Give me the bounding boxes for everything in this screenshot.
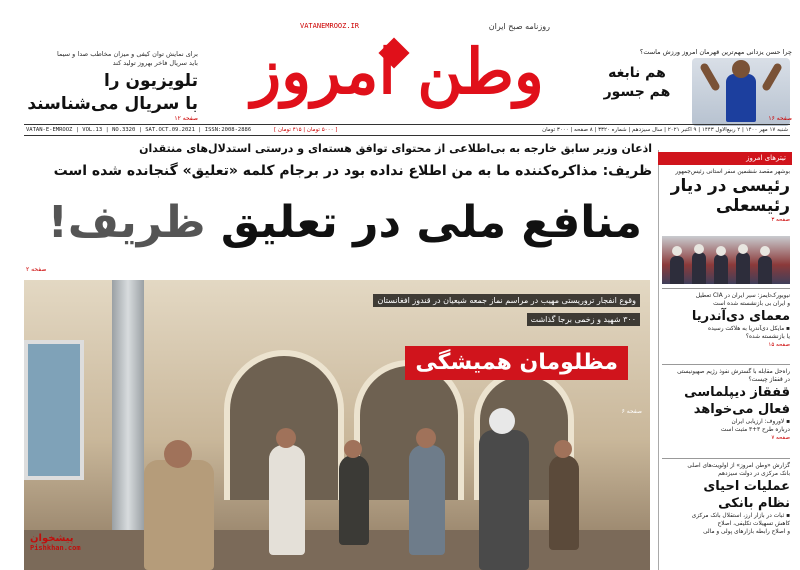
main-headline[interactable]: [22, 188, 642, 258]
sidebar-item-note: در قفقاز چیست؟: [748, 377, 790, 383]
person-head: [416, 428, 436, 448]
logo-text: وطن امروز: [251, 35, 544, 108]
person-head: [554, 440, 572, 458]
sidebar-item-bullet: یا بازنشسته شده؟: [745, 334, 790, 340]
sidebar-item-headline: معمای دی‌آندریا: [691, 309, 790, 324]
logo[interactable]: [205, 22, 590, 122]
sidebar-item-dandrea[interactable]: [662, 292, 790, 349]
person-head: [164, 440, 192, 468]
person-shape: [670, 256, 684, 284]
photo-caption-line: وقوع انفجار تروریستی مهیب در مراسم نماز جمعه شیعیان در قندوز افغانستان: [373, 294, 640, 307]
sidebar-header: تیترهای امروز: [658, 152, 792, 165]
info-bar-english: VATAN-E-EMROOZ | VOL.13 | NO.3320 | SAT.OCT.09.2021 | ISSN:2008-2886: [26, 127, 252, 133]
left-teaser-headline: با سریال می‌شناسند: [27, 94, 198, 114]
person-shape: [409, 445, 445, 555]
main-photo[interactable]: [24, 280, 650, 570]
sidebar-item-page-ref: صفحه ۳: [771, 217, 790, 223]
masthead: [0, 0, 800, 122]
sidebar: [658, 150, 792, 570]
sidebar-item-bullet: و اصلاح رابطه بازارهای پولی و مالی: [703, 529, 790, 535]
person-shape: [339, 455, 369, 545]
arm-shape: [761, 62, 783, 92]
head-shape: [732, 60, 750, 78]
person-head: [276, 428, 296, 448]
site-url: VATANEMROOZ.IR: [300, 22, 360, 30]
sidebar-item-note: نیویورک‌تایمز: سیر ایران در CIA تعطیل: [695, 293, 790, 299]
main-kicker: اذعان وزیر سابق خارجه به بی‌اطلاعی از محتوای توافق هسته‌ای و درستی استدلال‌های منتقدان: [139, 142, 652, 155]
photo-caption: [320, 288, 640, 326]
sidebar-item-note: و ایران بی‌ بازنشسته شده است: [713, 301, 790, 307]
person-head: [738, 244, 748, 254]
sidebar-item-headline: فعال می‌خواهد: [693, 402, 790, 417]
sidebar-item-note: بانک مرکزی در دولت سیزدهم: [718, 471, 790, 477]
right-teaser-headline-line: هم نابغه: [608, 65, 666, 81]
right-teaser-headline-line: هم جسور: [603, 84, 671, 100]
watermark-logo: [30, 533, 81, 552]
sidebar-item-bullet: ▪ لاوروف: ارزیابی ایران: [731, 419, 790, 425]
sidebar-divider: [662, 458, 790, 459]
person-head: [489, 408, 515, 434]
photo-caption-line: ۳۰۰ شهید و زخمی برجا گذاشت: [527, 313, 640, 326]
sidebar-item-bullet: ▪ ثبات در بازار ارز، استقلال بانک مرکزی: [691, 513, 790, 519]
sidebar-item-bullet: کاهش تسهیلات تکلیفی، اصلاح: [717, 521, 790, 527]
window: [24, 340, 84, 480]
person-head: [344, 440, 362, 458]
sidebar-item-bullet: درباره طرح ۳+۳ مثبت است: [720, 427, 790, 433]
sidebar-item-headline: قفقاز دیپلماسی: [684, 385, 790, 400]
sidebar-item-page-ref: صفحه ۱۵: [768, 342, 790, 348]
person-shape: [736, 252, 750, 284]
tagline: روزنامه صبح ایران: [488, 22, 550, 31]
right-teaser-note: چرا حسن یزدانی مهم‌ترین قهرمان امروز ورزش ماست؟: [639, 48, 792, 56]
info-bar-price: [ ۵۰۰۰ تومان | ۴۱۵ تومان ]: [274, 127, 338, 133]
sidebar-item-headline: نظام بانکی: [718, 496, 790, 511]
sidebar-item-headline: رئیسعلی: [715, 196, 790, 216]
left-teaser-note: برای نمایش توان کیفی و میزان مخاطب صدا و سیما: [56, 50, 198, 58]
sidebar-item-raisi[interactable]: [662, 168, 790, 224]
sidebar-item-note: گزارش «وطن امروز» از اولویت‌های اصلی: [687, 463, 790, 469]
person-shape: [758, 256, 772, 284]
sidebar-item-banking[interactable]: [662, 462, 790, 536]
main-headline-text: منافع ملی در تعلیق: [205, 197, 642, 248]
person-head: [760, 246, 770, 256]
main-page-ref: صفحه ۲: [26, 266, 47, 273]
person-shape: [549, 455, 579, 550]
arm-shape: [699, 62, 721, 92]
photo-title: مظلومان همیشگی: [405, 346, 628, 380]
sidebar-item-caucasus[interactable]: [662, 368, 790, 442]
person-shape: [714, 254, 728, 284]
right-teaser-headline: [597, 64, 677, 102]
main-subhead: ظریف: مذاکره‌کننده ما به من اطلاع نداده بود در برجام کلمه «تعلیق» گنجانده شده است: [53, 163, 652, 179]
sidebar-item-bullet: ▪ مایکل دی‌آندریا به هلاکت رسیده: [708, 326, 790, 332]
person-shape: [479, 430, 529, 570]
body-shape: [726, 74, 756, 122]
photo-page-ref: صفحه ۶: [621, 408, 642, 415]
sidebar-divider: [662, 364, 790, 365]
left-teaser-note: باید سریال فاخر بهروز تولید کند: [112, 59, 198, 67]
sidebar-divider: [662, 288, 790, 289]
sidebar-item-headline: رئیسی در دیار: [670, 176, 790, 196]
person-head: [694, 244, 704, 254]
person-shape: [692, 252, 706, 284]
right-teaser[interactable]: [600, 48, 792, 120]
sidebar-item-headline: عملیات احیای: [703, 479, 790, 494]
left-teaser-headline: تلویزیون را: [103, 71, 198, 91]
person-shape: [144, 460, 214, 570]
pillar: [112, 280, 144, 570]
sidebar-photo: [662, 236, 790, 284]
person-head: [672, 246, 682, 256]
person-head: [716, 246, 726, 256]
sidebar-item-note: راه‌حل مقابله با گسترش نفوذ رژیم صهیونیستی: [677, 369, 790, 375]
right-teaser-page-ref: صفحه ۱۶: [768, 115, 792, 122]
person-shape: [269, 445, 305, 555]
main-headline-name: ظریف!: [47, 197, 206, 248]
sidebar-item-page-ref: صفحه ۷: [771, 435, 790, 441]
info-bar: [24, 124, 790, 136]
left-teaser-page-ref: صفحه ۱۲: [174, 115, 198, 122]
left-teaser[interactable]: [8, 50, 198, 122]
watermark-url: Pishkhan.com: [30, 544, 81, 552]
watermark-text: پیشخوان: [30, 533, 74, 544]
info-bar-persian: شنبه ۱۷ مهر ۱۴۰۰ | ۲ ربیع‌الاول ۱۴۴۳ | ۹ اکتبر ۲۰۲۱ | سال سیزدهم | شماره ۳۳۲۰ | ۸ صفحه | ۳۰۰۰ تومان: [542, 127, 788, 133]
sidebar-item-note: بوشهر مقصد ششمین سفر استانی رئیس‌جمهور: [675, 169, 790, 175]
